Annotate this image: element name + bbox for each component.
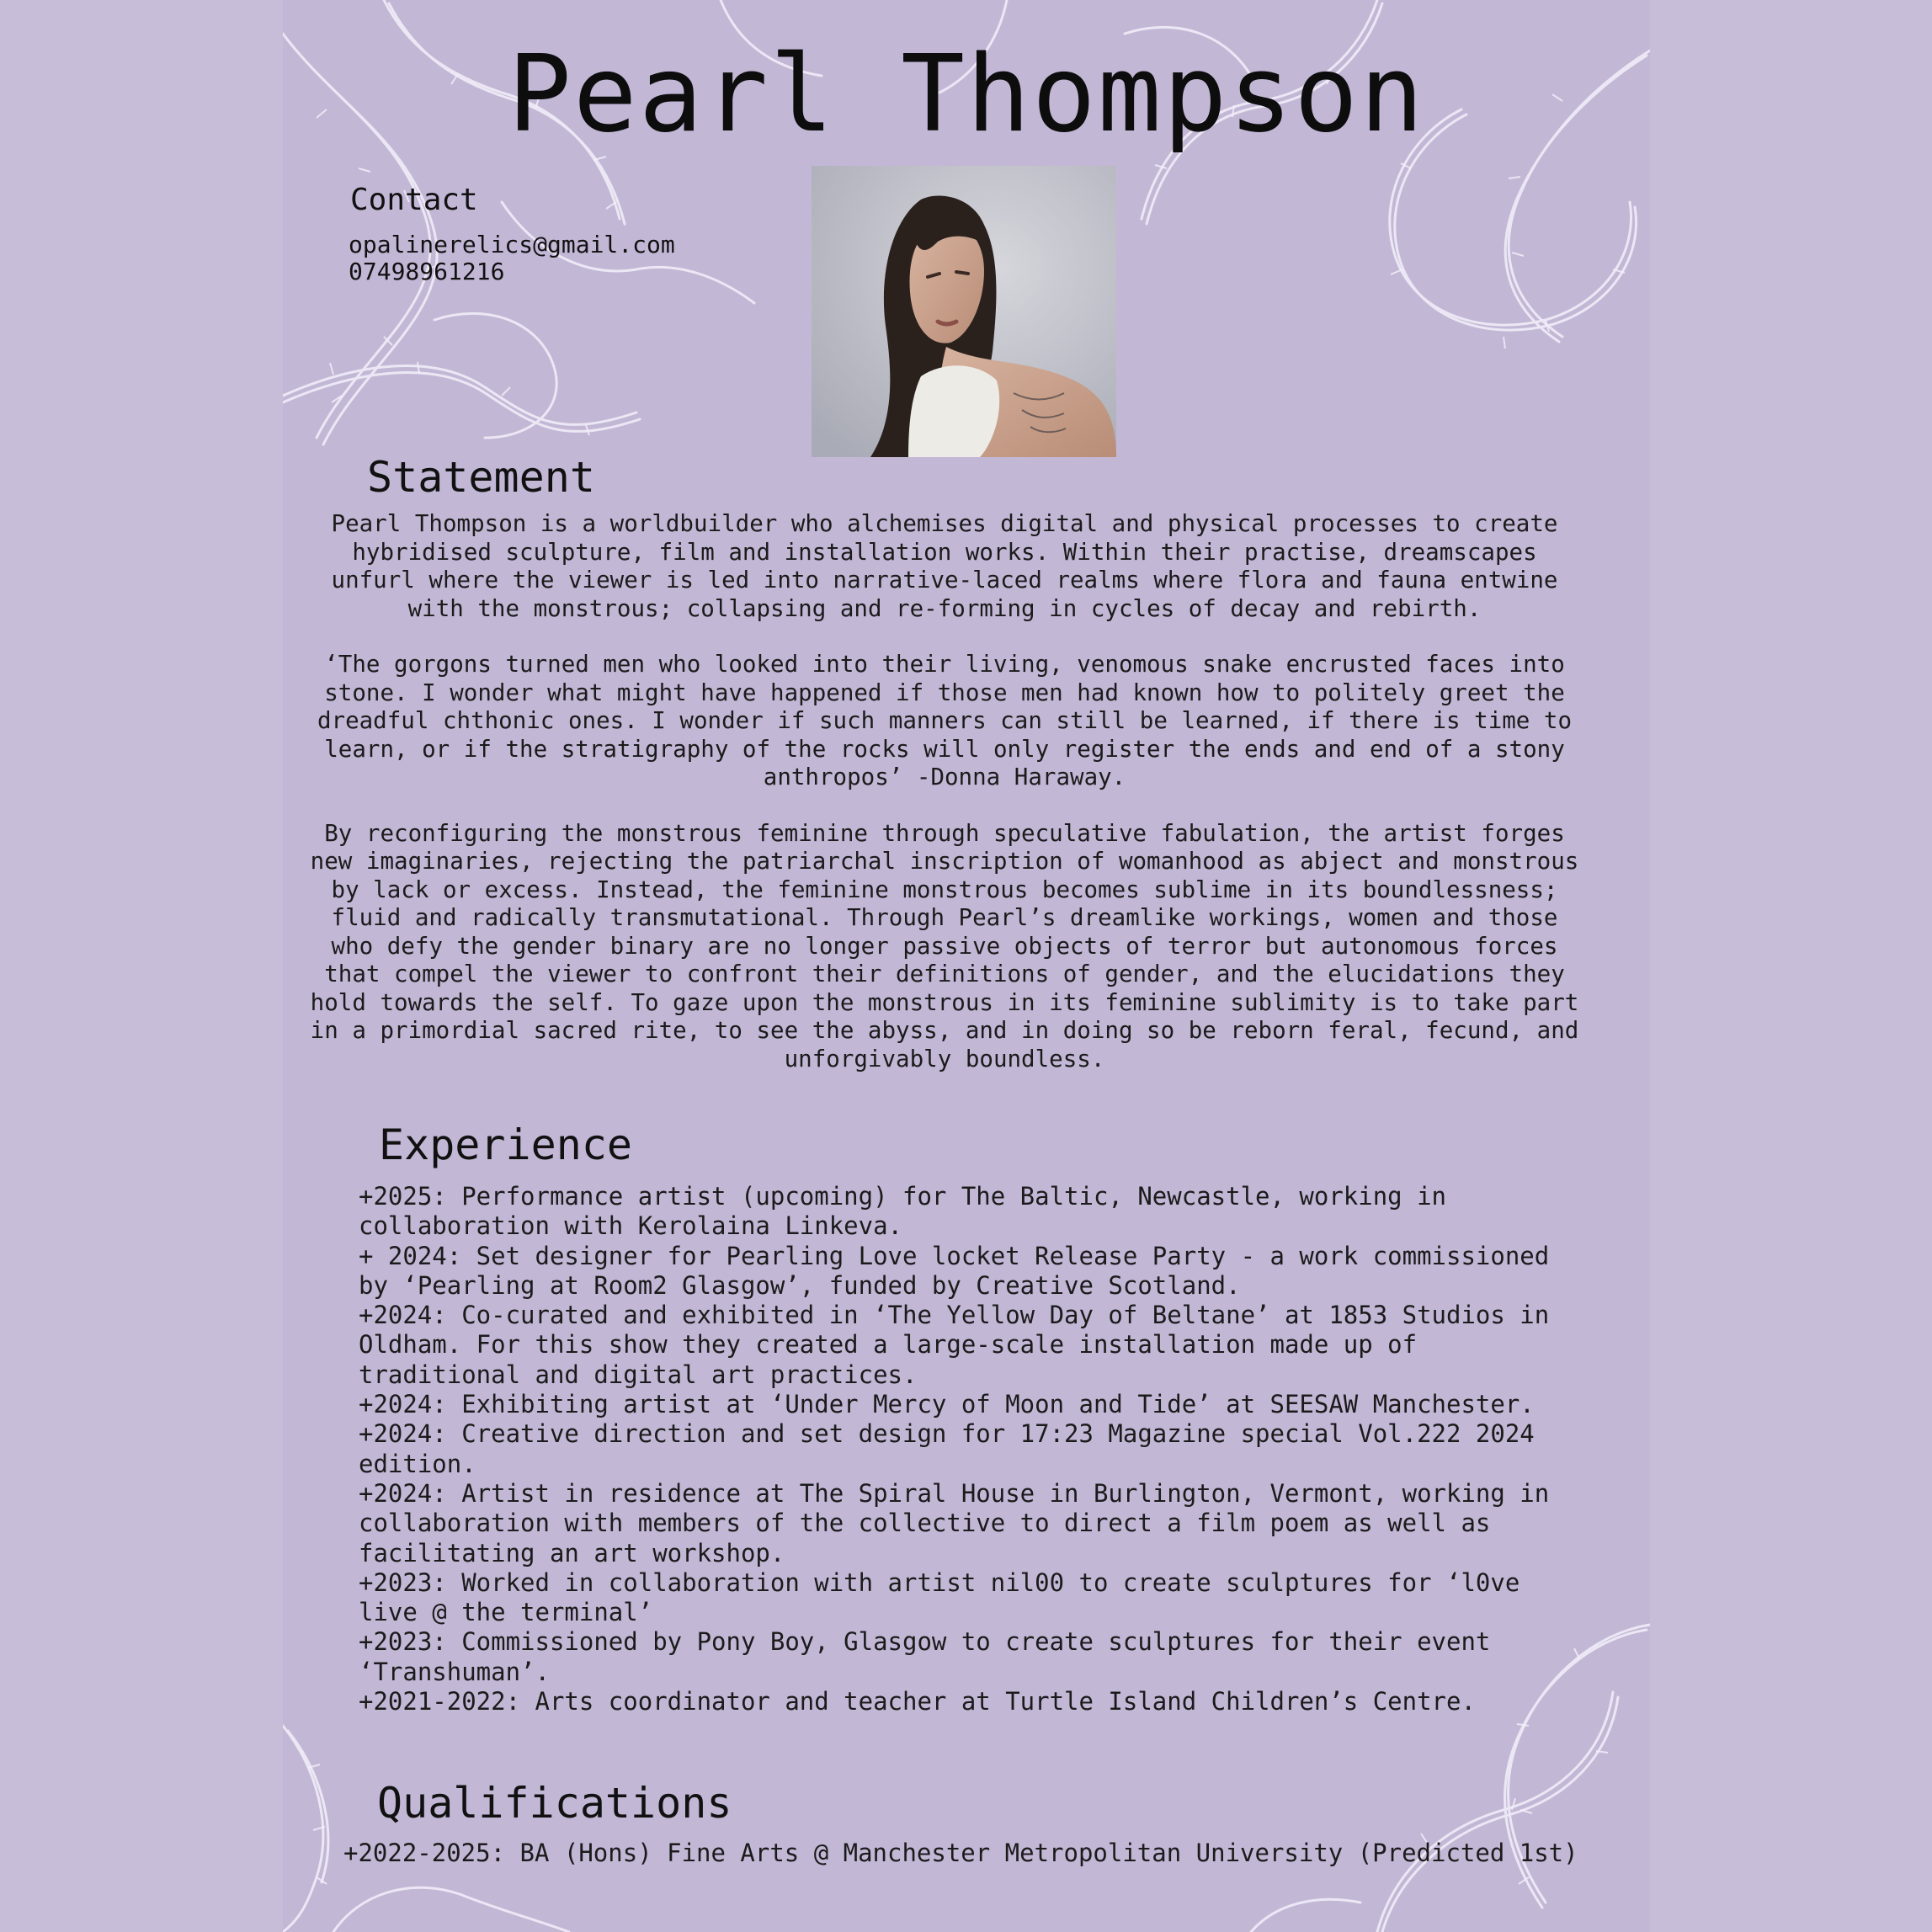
portrait-photo [812, 166, 1116, 457]
experience-item: +2024: Co-curated and exhibited in ‘The Yellow Day of Beltane’ at 1853 Studios in Oldham. For this show they created a large-scale installation made up of traditional and digital art practices. [359, 1301, 1550, 1389]
experience-item: +2024: Exhibiting artist at ‘Under Mercy of Moon and Tide’ at SEESAW Manchester. [359, 1390, 1535, 1419]
cv-page [283, 0, 1650, 1932]
contact-heading: Contact [350, 183, 478, 217]
statement-paragraph: By reconfiguring the monstrous feminine through speculative fabulation, the artist forges new imaginaries, rejecting the patriarchal inscription of womanhood as abject and monstrous by lack or excess. Instead, the feminine monstrous becomes sublime in its boundlessness; fluid and radically transmutational. Through Pearl’s dreamlike workings, women and those who defy the gender binary are no longer passive objects of terror but autonomous forces that compel the viewer to confront their definitions of gender, and the elucidations they hold towards the self. To gaze upon the monstrous in its feminine sublimity is to take part in a primordial sacred rite, to see the abyss, and in doing so be reborn feral, fecund, and unforgivably boundless. [310, 819, 1579, 1072]
experience-heading: Experience [379, 1120, 633, 1169]
page-title: Pearl Thompson [507, 32, 1426, 156]
contact-email[interactable]: opalinerelics@gmail.com [349, 231, 675, 258]
contact-phone[interactable]: 07498961216 [349, 258, 505, 285]
experience-item: +2021-2022: Arts coordinator and teacher at Turtle Island Children’s Centre. [359, 1687, 1476, 1716]
experience-item: + 2024: Set designer for Pearling Love locket Release Party - a work commissioned by ‘Pearling at Room2 Glasgow’, funded by Creative Scotland. [359, 1241, 1550, 1300]
qualification-item: +2022-2025: BA (Hons) Fine Arts @ Manchester Metropolitan University (Predicted 1st) [343, 1839, 1578, 1867]
qualifications-heading: Qualifications [377, 1779, 732, 1828]
experience-item: +2025: Performance artist (upcoming) for The Baltic, Newcastle, working in collaboration with Kerolaina Linkeva. [359, 1182, 1447, 1241]
experience-item: +2024: Artist in residence at The Spiral House in Burlington, Vermont, working in collaboration with members of the collective to direct a film poem as well as facilitating an art workshop. [359, 1478, 1550, 1567]
outer-margin-left [0, 0, 283, 1932]
statement-paragraph: Pearl Thompson is a worldbuilder who alchemises digital and physical processes to create hybridised sculpture, film and installation works. Within their practise, dreamscapes unfurl where the viewer is led into narrative-laced realms where flora and fauna entwine with the monstrous; collapsing and re-forming in cycles of decay and rebirth. [331, 510, 1558, 622]
outer-margin-right [1650, 0, 1932, 1932]
statement-quote: ‘The gorgons turned men who looked into their living, venomous snake encrusted faces into stone. I wonder what might have happened if those men had known how to politely greet the dreadful chthonic ones. I wonder if such manners can still be learned, if there is time to learn, or if the stratigraphy of the rocks will only register the ends and end of a stony anthropos’ -Donna Haraway. [317, 651, 1573, 790]
statement-body [305, 510, 1584, 1101]
experience-list [359, 1182, 1571, 1716]
experience-item: +2023: Commissioned by Pony Boy, Glasgow to create sculptures for their event ‘Transhuman’. [359, 1627, 1491, 1686]
statement-heading: Statement [367, 453, 595, 502]
qualifications-list [343, 1839, 1640, 1868]
experience-item: +2023: Worked in collaboration with artist nil00 to create sculptures for ‘l0ve live @ the terminal’ [359, 1567, 1520, 1627]
experience-item: +2024: Creative direction and set design for 17:23 Magazine special Vol.222 2024 edition. [359, 1419, 1535, 1478]
